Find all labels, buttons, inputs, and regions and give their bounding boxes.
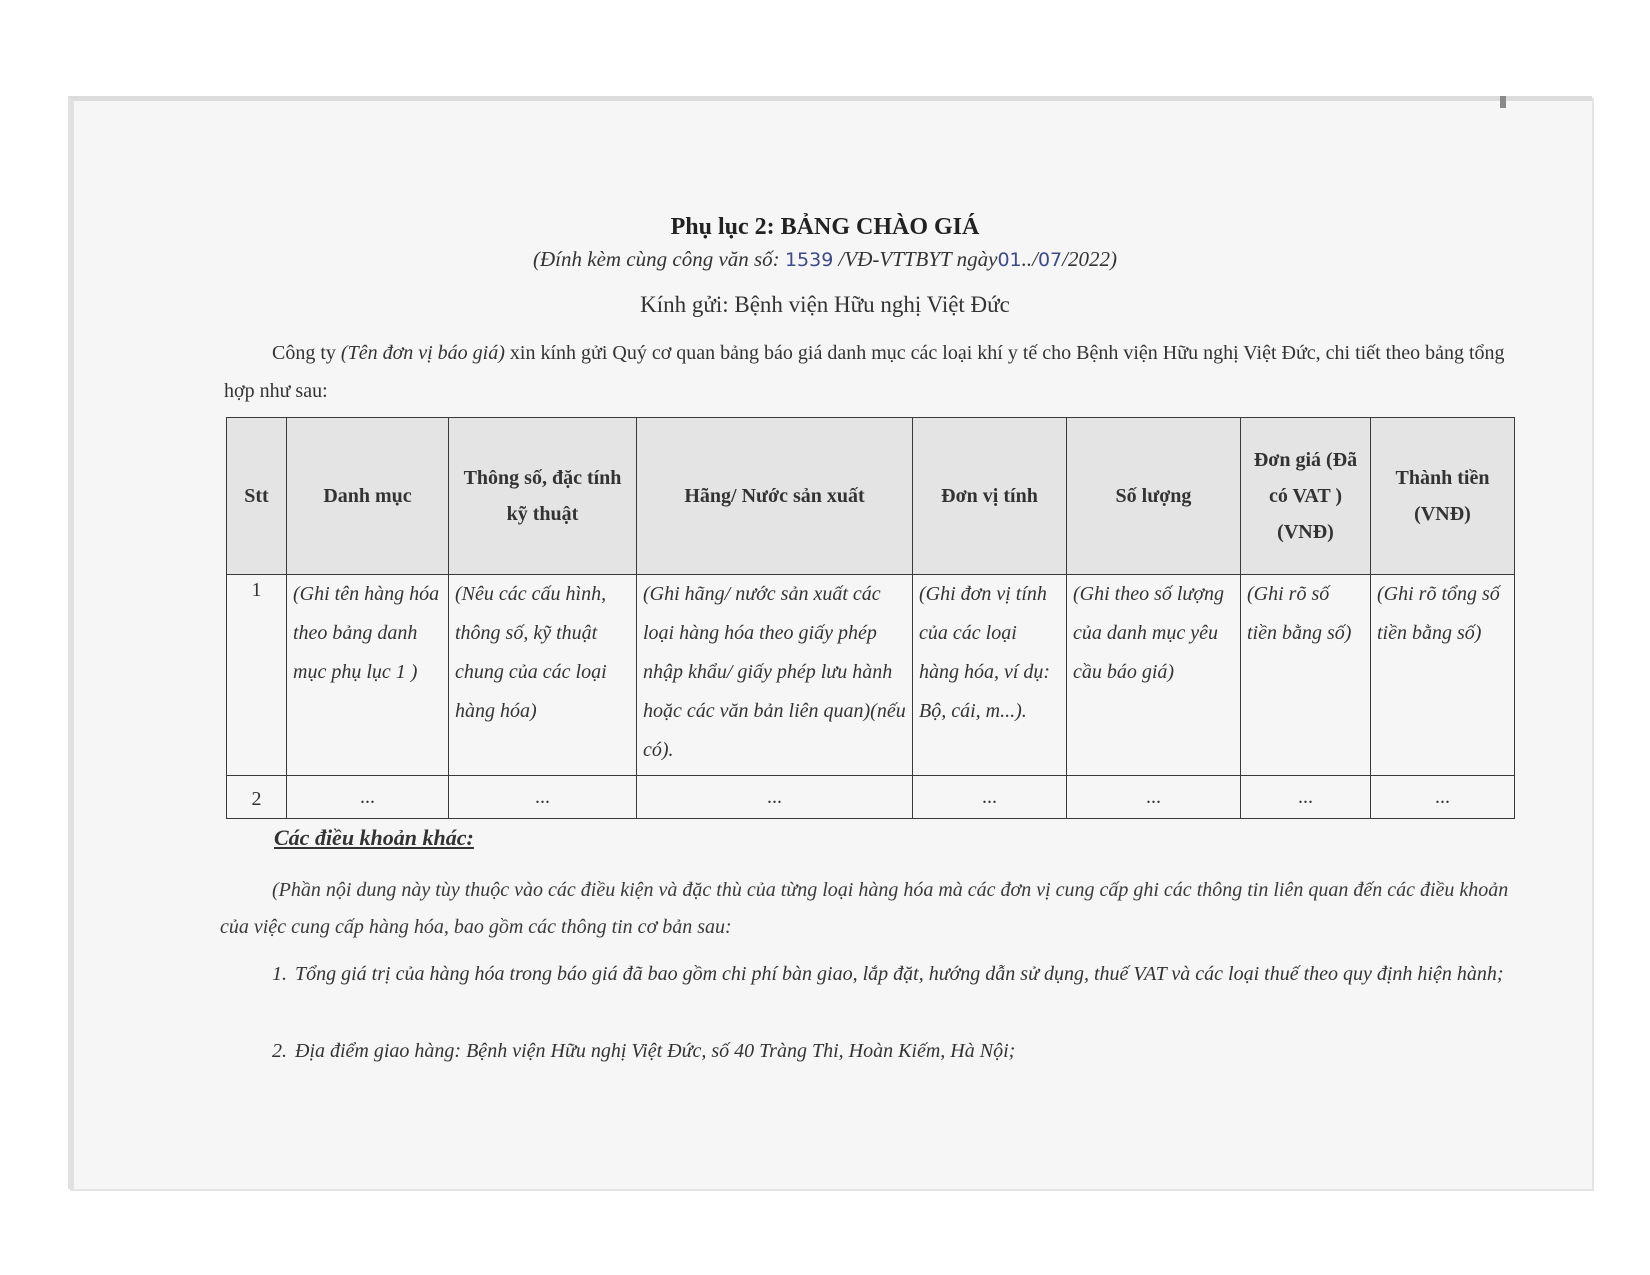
header-hang-nuoc-san-xuat: Hãng/ Nước sản xuất <box>637 418 913 575</box>
greeting: Kính gửi: Bệnh viện Hữu nghị Việt Đức <box>640 292 1010 317</box>
terms-note <box>220 872 1520 946</box>
term-number: 2. <box>272 1040 287 1062</box>
table-cell: (Ghi tên hàng hóa theo bảng danh mục phụ lục 1 ) <box>287 575 449 776</box>
terms-note-text: (Phần nội dung này tùy thuộc vào các điều kiện và đặc thù của từng loại hàng hóa mà các đơn vị cung cấp ghi các thông tin liên quan đến các điều khoản của việc cung cấp hàng hóa, bao gồm các thông tin cơ bản sau: <box>220 879 1509 938</box>
table-cell: (Ghi theo số lượng của danh mục yêu cầu báo giá) <box>1067 575 1241 776</box>
handwritten-day: 01 <box>997 249 1022 271</box>
table-row <box>227 776 1515 819</box>
price-quote-table <box>226 417 1515 819</box>
table-cell: ... <box>287 776 449 819</box>
table-cell-stt: 2 <box>227 776 287 819</box>
table-cell: ... <box>637 776 913 819</box>
term-item <box>220 1033 1520 1070</box>
header-so-luong: Số lượng <box>1067 418 1241 575</box>
table-cell: (Ghi rõ số tiền bằng số) <box>1241 575 1371 776</box>
header-stt: Stt <box>227 418 287 575</box>
term-text: Địa điểm giao hàng: Bệnh viện Hữu nghị Việt Đức, số 40 Tràng Thi, Hoàn Kiếm, Hà Nội; <box>295 1040 1016 1062</box>
terms-heading: Các điều khoản khác: <box>274 825 474 850</box>
subtitle-sep: ../ <box>1021 247 1038 271</box>
page-subtitle <box>0 247 1650 272</box>
subtitle-prefix: (Đính kèm cùng công văn số: <box>533 247 785 271</box>
term-item <box>220 956 1520 993</box>
handwritten-doc-number: 1539 <box>784 249 834 271</box>
table-cell: ... <box>913 776 1067 819</box>
subtitle-suffix: /2022) <box>1062 247 1117 271</box>
header-danh-muc: Danh mục <box>287 418 449 575</box>
header-thanh-tien: Thành tiền (VNĐ) <box>1371 418 1515 575</box>
table-cell: ... <box>1371 776 1515 819</box>
header-don-gia: Đơn giá (Đã có VAT ) (VNĐ) <box>1241 418 1371 575</box>
term-text: Tổng giá trị của hàng hóa trong báo giá đã bao gồm chi phí bàn giao, lắp đặt, hướng dẫn sử dụng, thuế VAT và các loại thuế theo quy định hiện hành; <box>295 963 1504 985</box>
table-cell: (Ghi rõ tổng số tiền bằng số) <box>1371 575 1515 776</box>
table-cell: ... <box>1241 776 1371 819</box>
handwritten-month: 07 <box>1037 249 1063 271</box>
table-cell: (Ghi đơn vị tính của các loại hàng hóa, ví dụ: Bộ, cái, m...). <box>913 575 1067 776</box>
table-row <box>227 575 1515 776</box>
intro-rest: xin kính gửi Quý cơ quan bảng báo giá danh mục các loại khí y tế cho Bệnh viện Hữu nghị Việt Đức, chi tiết theo bảng tổng hợp như sau: <box>224 342 1505 402</box>
table-cell: ... <box>1067 776 1241 819</box>
term-number: 1. <box>272 963 287 985</box>
table-cell: ... <box>449 776 637 819</box>
scan-edge-mark <box>1500 96 1506 108</box>
table-cell-stt: 1 <box>227 575 287 776</box>
table-cell: (Ghi hãng/ nước sản xuất các loại hàng hóa theo giấy phép nhập khẩu/ giấy phép lưu hành hoặc các văn bản liên quan)(nếu có). <box>637 575 913 776</box>
header-don-vi-tinh: Đơn vị tính <box>913 418 1067 575</box>
intro-company-placeholder: (Tên đơn vị báo giá) <box>340 342 505 364</box>
intro-lead: Công ty <box>272 342 341 364</box>
subtitle-middle: /VĐ-VTTBYT ngày <box>833 247 998 271</box>
page-title: Phụ lục 2: BẢNG CHÀO GIÁ <box>670 214 980 240</box>
table-cell: (Nêu các cấu hình, thông số, kỹ thuật chung của các loại hàng hóa) <box>449 575 637 776</box>
intro-paragraph <box>224 334 1524 410</box>
table-header-row <box>227 418 1515 575</box>
header-thong-so: Thông số, đặc tính kỹ thuật <box>449 418 637 575</box>
